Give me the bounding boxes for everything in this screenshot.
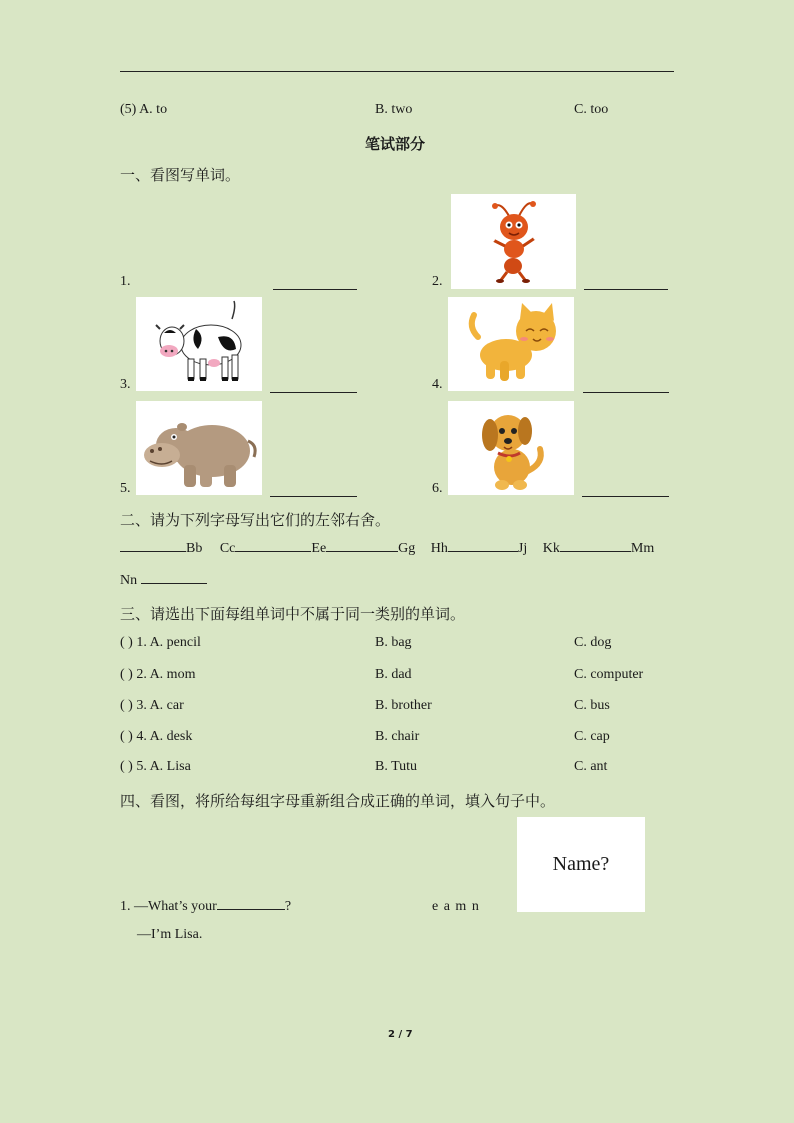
q1-option-b: B. bag: [375, 635, 412, 650]
q-row-3: ( ) 3. A. car: [120, 698, 184, 713]
dog-icon: [448, 401, 574, 495]
prev-item-number: (5) A. to: [120, 102, 168, 117]
letter-blank[interactable]: [326, 550, 398, 552]
item-5-number: 5.: [120, 481, 131, 496]
q4-option-b: B. chair: [375, 729, 420, 744]
name-picture: [517, 817, 645, 912]
q-row-4: ( ) 4. A. desk: [120, 729, 193, 744]
q5-option-c: C. ant: [574, 759, 608, 774]
q4-option-c: C. cap: [574, 729, 610, 744]
ant-icon: [451, 194, 576, 289]
hippo-icon: [136, 401, 262, 495]
ant-picture: [451, 194, 576, 289]
option-a: A. to: [139, 102, 168, 117]
item-1-blank[interactable]: [273, 289, 357, 290]
page-number: 2 / 7: [388, 1029, 413, 1040]
top-rule: [120, 71, 674, 72]
letter-blank[interactable]: [141, 582, 207, 584]
option-c: C. too: [574, 102, 609, 117]
q1-option-c: C. dog: [574, 635, 612, 650]
item-3-blank[interactable]: [270, 392, 357, 393]
q2-option-b: B. dad: [375, 667, 412, 682]
item-3-number: 3.: [120, 377, 131, 392]
q-row-5: ( ) 5. A. Lisa: [120, 759, 191, 774]
letter-blank[interactable]: [560, 550, 631, 552]
cat-picture: [448, 297, 574, 391]
picture-text: Name?: [552, 853, 610, 875]
answer-paren[interactable]: ( ): [120, 635, 133, 650]
answer-paren[interactable]: ( ): [120, 729, 133, 744]
item-4-number: 4.: [432, 377, 443, 392]
item-5-blank[interactable]: [270, 496, 357, 497]
section-title: 笔试部分: [365, 137, 426, 153]
item-1-number: 1.: [120, 274, 131, 289]
letter-blank[interactable]: [120, 550, 186, 552]
cow-icon: [136, 297, 262, 391]
part2-heading: 二、请为下列字母写出它们的左邻右舍。: [120, 513, 391, 529]
scrambled-letters: e a m n: [432, 899, 480, 914]
letter-blank[interactable]: [235, 550, 311, 552]
cat-icon: [448, 297, 574, 391]
part4-heading: 四、看图，将所给每组字母重新组合成正确的单词，填入句子中。: [120, 794, 556, 810]
letters-line-2: Nn: [120, 573, 207, 589]
q-row-2: ( ) 2. A. mom: [120, 667, 196, 682]
answer-paren[interactable]: ( ): [120, 698, 133, 713]
item-2-number: 2.: [432, 274, 443, 289]
q3-option-c: C. bus: [574, 698, 610, 713]
cow-picture: [136, 297, 262, 391]
item-6-number: 6.: [432, 481, 443, 496]
answer-paren[interactable]: ( ): [120, 667, 133, 682]
q2-option-c: C. computer: [574, 667, 644, 682]
part1-heading: 一、看图写单词。: [120, 168, 241, 184]
letter-blank[interactable]: [448, 550, 518, 552]
dog-picture: [448, 401, 574, 495]
part3-heading: 三、请选出下面每组单词中不属于同一类别的单词。: [120, 607, 466, 623]
answer-paren[interactable]: ( ): [120, 759, 133, 774]
item-4-blank[interactable]: [583, 392, 669, 393]
q4-1-answer: —I’m Lisa.: [137, 927, 203, 942]
q5-option-b: B. Tutu: [375, 759, 418, 774]
answer-blank[interactable]: [217, 908, 285, 910]
hippo-picture: [136, 401, 262, 495]
item-2-blank[interactable]: [584, 289, 668, 290]
q3-option-b: B. brother: [375, 698, 432, 713]
q-row-1: ( ) 1. A. pencil: [120, 635, 201, 650]
q4-1-sentence: 1. —What’s your ?: [120, 899, 292, 914]
option-b: B. two: [375, 102, 413, 117]
item-6-blank[interactable]: [582, 496, 669, 497]
letters-line-1: Bb Cc Ee Gg Hh Jj Kk Mm: [120, 541, 654, 557]
